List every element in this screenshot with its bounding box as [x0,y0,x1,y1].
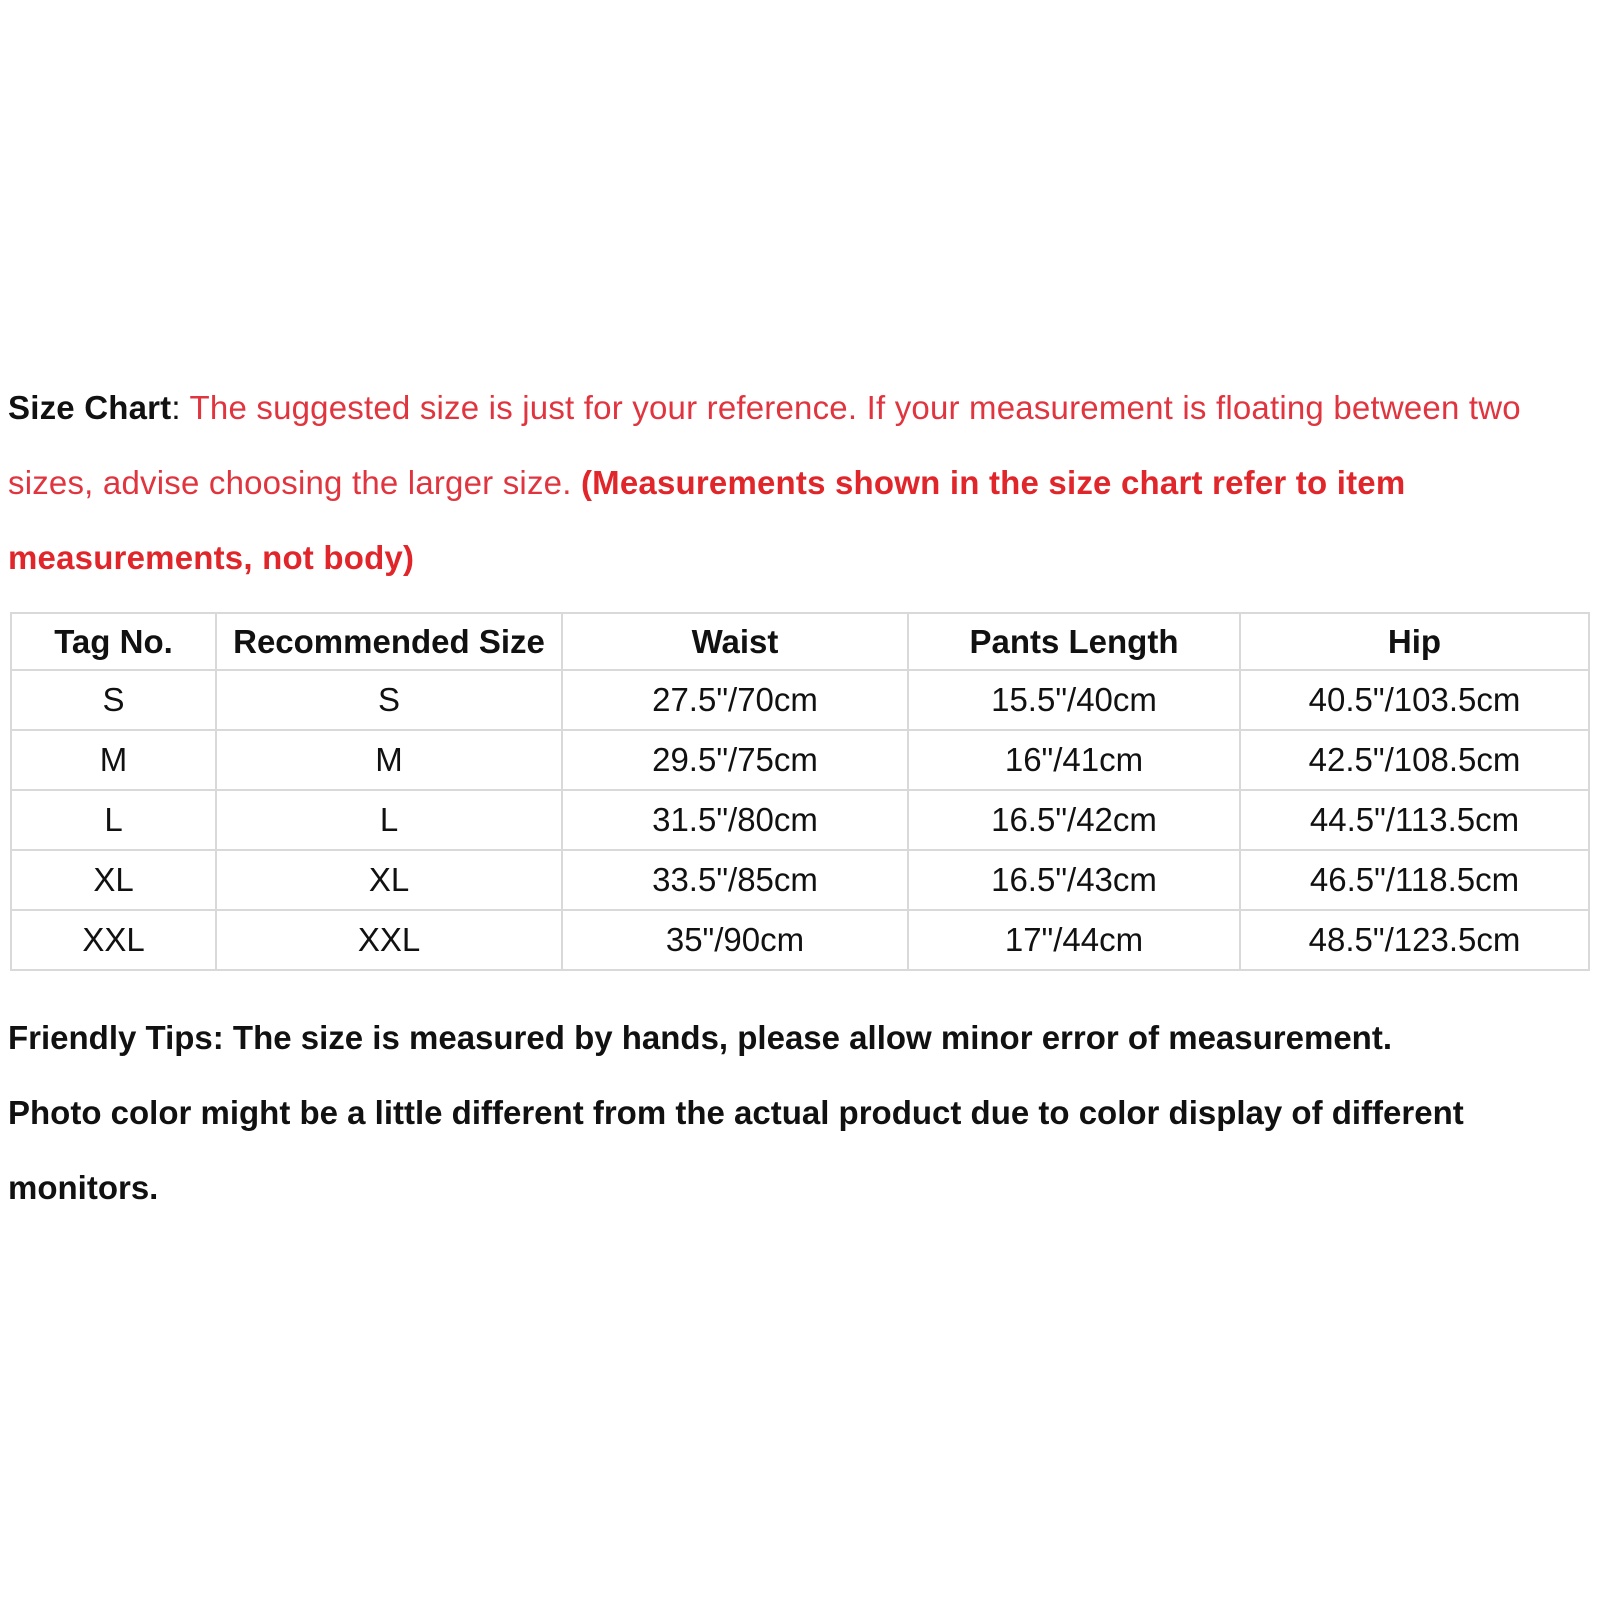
cell-pants-length: 16"/41cm [908,730,1240,790]
cell-pants-length: 15.5"/40cm [908,670,1240,730]
cell-waist: 27.5"/70cm [562,670,908,730]
cell-pants-length: 16.5"/42cm [908,790,1240,850]
table-row [11,790,1589,850]
cell-waist: 31.5"/80cm [562,790,908,850]
cell-recommended-size: XL [216,850,562,910]
cell-pants-length: 16.5"/43cm [908,850,1240,910]
header-tag-no: Tag No. [11,613,216,670]
size-chart-colon: : [171,389,190,426]
table-row [11,730,1589,790]
cell-waist: 35"/90cm [562,910,908,970]
cell-tag-no: M [11,730,216,790]
cell-tag-no: L [11,790,216,850]
cell-tag-no: XXL [11,910,216,970]
cell-waist: 33.5"/85cm [562,850,908,910]
size-chart-intro [8,370,1583,595]
cell-pants-length: 17"/44cm [908,910,1240,970]
cell-recommended-size: XXL [216,910,562,970]
size-table [10,612,1590,971]
header-recommended-size: Recommended Size [216,613,562,670]
header-waist: Waist [562,613,908,670]
cell-recommended-size: M [216,730,562,790]
tips-measurement-line: Friendly Tips: The size is measured by hands, please allow minor error of measurement. [8,1019,1392,1056]
cell-hip: 46.5"/118.5cm [1240,850,1589,910]
item-measurement-warning: (Measurements shown in the size chart refer to item measurements, not body) [8,464,1406,576]
cell-waist: 29.5"/75cm [562,730,908,790]
table-row [11,670,1589,730]
cell-recommended-size: L [216,790,562,850]
cell-hip: 42.5"/108.5cm [1240,730,1589,790]
size-reference-note: The suggested size is just for your reference. If your measurement is floating between two sizes, advise choosing the larger size. [8,389,1521,501]
cell-tag-no: XL [11,850,216,910]
cell-recommended-size: S [216,670,562,730]
table-row [11,850,1589,910]
friendly-tips [8,1000,1583,1225]
size-chart-label: Size Chart [8,389,172,426]
cell-tag-no: S [11,670,216,730]
table-row [11,910,1589,970]
cell-hip: 44.5"/113.5cm [1240,790,1589,850]
table-header-row [11,613,1589,670]
cell-hip: 40.5"/103.5cm [1240,670,1589,730]
header-pants-length: Pants Length [908,613,1240,670]
cell-hip: 48.5"/123.5cm [1240,910,1589,970]
header-hip: Hip [1240,613,1589,670]
tips-color-line: Photo color might be a little different from the actual product due to color display of different monitors. [8,1094,1464,1206]
